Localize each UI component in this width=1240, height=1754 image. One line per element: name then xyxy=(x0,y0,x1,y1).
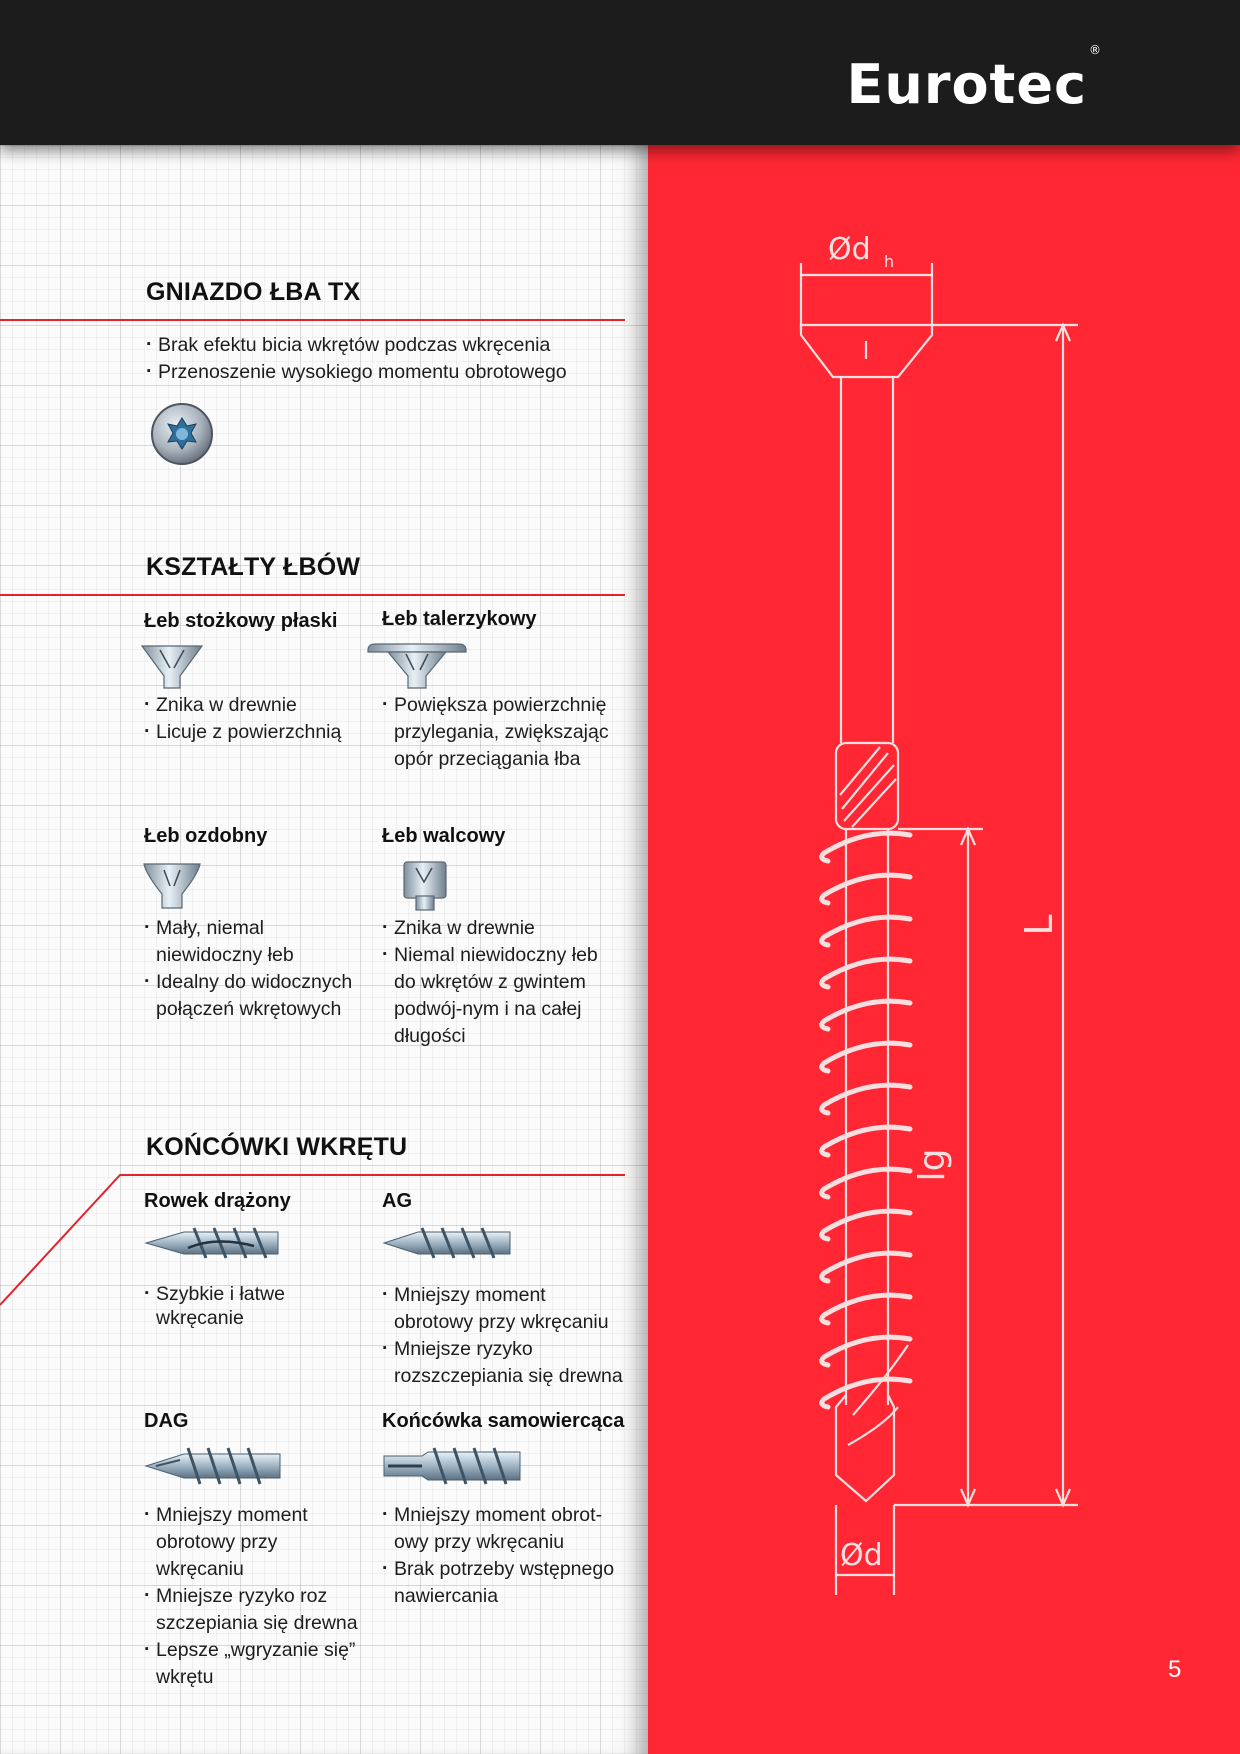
head-bullet-list xyxy=(382,692,622,773)
tip-type-label: DAG xyxy=(144,1410,189,1432)
thread-flight xyxy=(822,1043,910,1071)
list-item: · Znika w drewnie xyxy=(382,915,622,942)
decorative-head-icon xyxy=(140,860,204,910)
head-type-label: Łeb walcowy xyxy=(382,825,506,847)
thread-flight xyxy=(822,917,910,945)
tip-type-label: Rowek drążony xyxy=(144,1190,291,1212)
screw-dimension-drawing xyxy=(648,145,1240,1754)
brand-logo: Eurotec® xyxy=(846,43,1102,116)
washer-head-icon xyxy=(366,642,468,690)
self-drilling-tip-icon xyxy=(382,1444,522,1488)
head-bullet-list xyxy=(144,692,364,746)
list-item: · Idealny do widocznych połączeń wkrętowych xyxy=(144,969,369,1023)
list-item: · Powiększa powierzchnię przylegania, zwiększając opór przeciągania łba xyxy=(382,692,622,773)
list-item: · Mniejszy moment obrotowy przy wkręcaniu xyxy=(382,1282,627,1336)
tx-bullet-list xyxy=(146,332,626,386)
thread-length-label: lg xyxy=(912,1148,953,1182)
thread-flight xyxy=(822,1295,910,1323)
list-item: · Szybkie i łatwe wkręcanie xyxy=(144,1282,364,1330)
countersunk-head-icon xyxy=(140,642,204,690)
head-type-label: Łeb ozdobny xyxy=(144,825,268,847)
section-title-heads: KSZTAŁTY ŁBÓW xyxy=(146,553,361,581)
cylinder-head-icon xyxy=(402,860,448,912)
tip-bullet-list xyxy=(382,1502,622,1610)
section-title-tips: KOŃCÓWKI WKRĘTU xyxy=(146,1133,408,1161)
hollow-groove-tip-icon xyxy=(144,1222,280,1264)
section-rule xyxy=(0,319,625,321)
head-type-label: Łeb talerzykowy xyxy=(382,608,537,630)
thread-flight xyxy=(822,1169,910,1197)
tip-bullet-list xyxy=(144,1502,369,1691)
tip-type-label: AG xyxy=(382,1190,412,1212)
head-diameter-label: Ød xyxy=(828,232,871,267)
tip-type-label: Końcówka samowiercąca xyxy=(382,1410,625,1432)
ag-tip-icon xyxy=(382,1222,512,1264)
thread-flight xyxy=(822,1379,910,1407)
thread-flight xyxy=(822,1253,910,1281)
list-item: · Brak potrzeby wstępnego nawiercania xyxy=(382,1556,622,1610)
tip-bullet-list xyxy=(382,1282,627,1390)
diameter-label: Ød xyxy=(840,1538,883,1573)
section-rule xyxy=(0,594,625,596)
list-item: · Przenoszenie wysokiego momentu obrotowego xyxy=(146,359,626,386)
length-label: L xyxy=(1017,914,1061,936)
list-item: · Mały, niemal niewidoczny łeb xyxy=(144,915,369,969)
list-item: · Licuje z powierzchnią xyxy=(144,719,364,746)
head-bullet-list xyxy=(382,915,622,1050)
list-item: · Mniejsze ryzyko roz szczepiania się drewna xyxy=(144,1583,369,1637)
dag-tip-icon xyxy=(144,1444,282,1488)
thread-flight xyxy=(822,1211,910,1239)
thread-flight xyxy=(822,959,910,987)
thread-flight xyxy=(822,1001,910,1029)
list-item: · Znika w drewnie xyxy=(144,692,364,719)
section-title-tx: GNIAZDO ŁBA TX xyxy=(146,278,361,306)
list-item: · Lepsze „wgryzanie się” wkrętu xyxy=(144,1637,369,1691)
head-diameter-subscript: h xyxy=(884,252,895,271)
head-type-label: Łeb stożkowy płaski xyxy=(144,610,338,632)
thread-flight xyxy=(822,833,910,861)
tip-bullet-list xyxy=(144,1282,364,1330)
list-item: · Mniejszy moment obrot-owy przy wkręcaniu xyxy=(382,1502,622,1556)
head-bullet-list xyxy=(144,915,369,1023)
thread-flight xyxy=(822,875,910,903)
list-item: · Mniejsze ryzyko rozszczepiania się drewna xyxy=(382,1336,627,1390)
tx-socket-icon xyxy=(148,402,218,468)
thread-flight xyxy=(822,1127,910,1155)
thread-flight xyxy=(822,1085,910,1113)
list-item: · Brak efektu bicia wkrętów podczas wkręcenia xyxy=(146,332,626,359)
page-number: 5 xyxy=(1168,1656,1182,1683)
list-item: · Mniejszy moment obrotowy przy wkręcaniu xyxy=(144,1502,369,1583)
list-item: · Niemal niewidoczny łeb do wkrętów z gwintem podwój-nym i na całej długości xyxy=(382,942,622,1050)
header-bar xyxy=(0,0,1240,145)
